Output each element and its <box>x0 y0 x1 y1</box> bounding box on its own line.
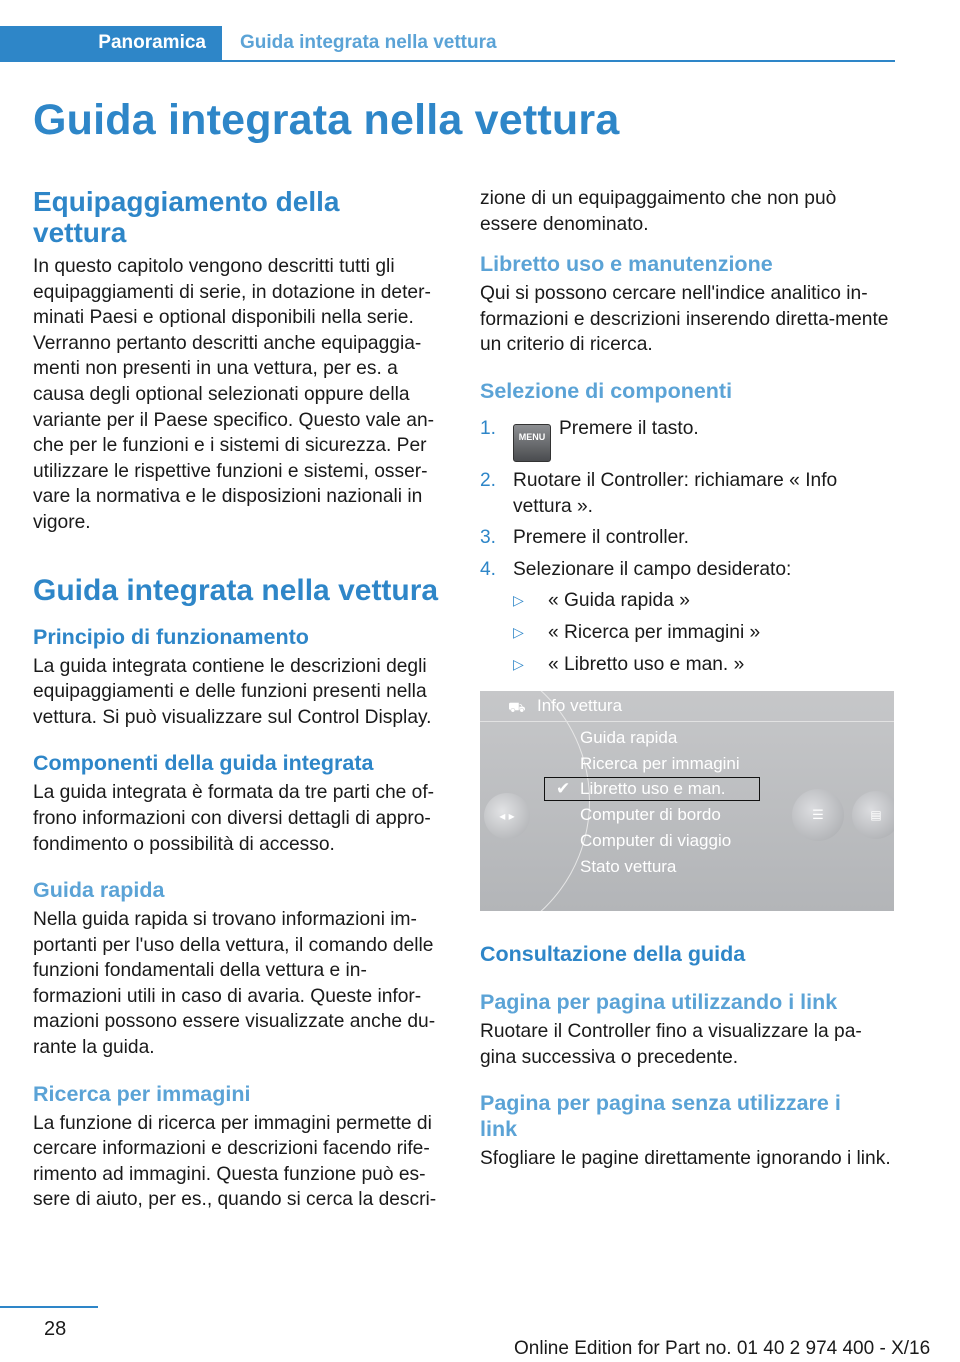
heading-componenti: Componenti della guida integrata <box>33 751 374 776</box>
screen-menu-item[interactable]: Stato vettura <box>580 857 677 877</box>
step-text: Premere il tasto. <box>559 417 699 439</box>
left-column <box>33 186 447 1213</box>
paragraph-libretto: Qui si possono cercare nell'indice analitico in-formazioni e descrizioni inserendo diretta-mente un criterio di ricerca. <box>480 283 889 356</box>
heading-libretto: Libretto uso e manutenzione <box>480 252 773 277</box>
page-number: 28 <box>44 1318 67 1340</box>
car-icon: ⛟ <box>508 699 526 716</box>
right-column <box>480 186 894 1172</box>
option-text: « Guida rapida » <box>548 590 690 612</box>
screen-menu-item-selected[interactable]: Libretto uso e man. <box>580 779 726 799</box>
step-text: Selezionare il campo desiderato: <box>513 558 792 580</box>
header-divider <box>0 60 895 62</box>
paragraph-link: Ruotare il Controller fino a visualizzare la pa-gina successiva o precedente. <box>480 1021 862 1068</box>
step-item <box>480 468 894 519</box>
heading-no-link: Pagina per pagina senza utilizzare i link <box>480 1091 841 1142</box>
screen-options-icon: ▤ <box>852 791 894 839</box>
breadcrumb[interactable]: Guida integrata nella vettura <box>240 32 497 53</box>
heading-guida-integrata: Guida integrata nella vettura <box>33 573 439 607</box>
footer-divider <box>0 1306 98 1308</box>
heading-equipaggiamento: Equipaggiamento della vettura <box>33 186 340 248</box>
heading-consultazione: Consultazione della guida <box>480 942 746 967</box>
option-item <box>513 620 894 646</box>
heading-selezione: Selezione di componenti <box>480 378 733 403</box>
heading-guida-rapida: Guida rapida <box>33 878 165 903</box>
triangle-bullet-icon: ▷ <box>513 623 524 640</box>
step-number: 4. <box>480 558 497 580</box>
screen-menu-item[interactable]: Computer di bordo <box>580 805 721 825</box>
step-number: 3. <box>480 527 497 549</box>
steps-list <box>480 416 894 677</box>
paragraph-continuation: zione di un equipaggaimento che non può essere denominato. <box>480 188 837 235</box>
step-item <box>480 525 894 551</box>
controller-knob-icon: ◂ ▸ <box>484 793 530 839</box>
step-text: Ruotare il Controller: richiamare « Info vettura ». <box>513 469 838 517</box>
step-text: Premere il controller. <box>513 527 689 549</box>
page-title: Guida integrata nella vettura <box>33 96 620 144</box>
step-item <box>480 416 894 462</box>
step-item <box>480 557 894 677</box>
options-list <box>513 588 894 677</box>
screen-menu-item[interactable]: Ricerca per immagini <box>580 754 740 774</box>
paragraph-principio: La guida integrata contiene le descrizioni degli equipaggiamenti e delle funzioni presenti nella vettura. Si può visualizzare sul Control Display. <box>33 655 432 728</box>
paragraph-guida-rapida: Nella guida rapida si trovano informazioni im-portanti per l'uso della vettura, il comando delle funzioni fondamentali della vettura e in-formazioni utili in caso di avaria. Queste infor-mazioni possono essere visualizzate anche du-rante la guida. <box>33 909 436 1059</box>
paragraph-ricerca-immagini: La funzione di ricerca per immagini permette di cercare informazioni e descrizioni facendo rife-rimento ad immagini. Questa funzione può es-sere di aiuto, per es., quando si cerca la descri- <box>33 1112 437 1211</box>
screen-menu-item[interactable]: Guida rapida <box>580 728 678 748</box>
screen-divider <box>480 721 894 722</box>
option-item <box>513 588 894 614</box>
paragraph-no-link: Sfogliare le pagine direttamente ignorando i link. <box>480 1148 891 1170</box>
option-text: « Libretto uso e man. » <box>548 653 745 675</box>
page-header <box>0 26 895 62</box>
screen-title: Info vettura <box>537 696 623 716</box>
heading-ricerca-immagini: Ricerca per immagini <box>33 1081 251 1106</box>
option-item <box>513 652 894 678</box>
step-number: 1. <box>480 417 497 439</box>
paragraph-componenti: La guida integrata è formata da tre parti che of-frono informazioni con diversi dettagli di appro-fondimento o possibilità di accesso. <box>33 782 435 855</box>
option-text: « Ricerca per immagini » <box>548 621 761 643</box>
checkmark-icon: ✔ <box>556 779 571 799</box>
control-display-screen <box>480 691 894 911</box>
screen-menu-item[interactable]: Computer di viaggio <box>580 831 732 851</box>
menu-button-icon: MENU <box>513 424 551 462</box>
edition-note: Online Edition for Part no. 01 40 2 974 400 - X/16 <box>514 1338 931 1359</box>
list-icon: ☰ <box>792 789 844 841</box>
triangle-bullet-icon: ▷ <box>513 592 524 609</box>
paragraph-equipaggiamento: In questo capitolo vengono descritti tutti gli equipaggiamenti di serie, in dotazione in deter-minati Paesi e optional disponibili nella serie. Verranno pertanto descritti anche equipaggia-menti non presenti in una vettura, per es. a causa degli optional selezionati oppure della variante per il Paese specifico. Questo vale an-che per le funzioni e i sistemi di sicurezza. Per utilizzare le rispettive funzioni e sistemi, osser-vare la normativa e le disposizioni nazionali in vigore. <box>33 256 435 533</box>
triangle-bullet-icon: ▷ <box>513 655 524 672</box>
heading-link: Pagina per pagina utilizzando i link <box>480 990 838 1015</box>
section-tab[interactable]: Panoramica <box>0 26 222 60</box>
heading-principio: Principio di funzionamento <box>33 624 309 649</box>
step-number: 2. <box>480 469 497 491</box>
